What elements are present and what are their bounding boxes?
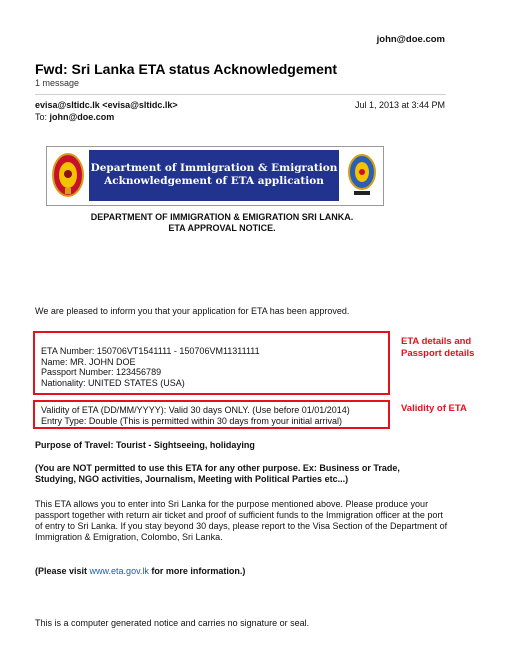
immigration-banner	[46, 146, 384, 206]
eta-details	[41, 346, 260, 388]
eta-number: ETA Number: 150706VT1541111 - 150706VM11311111	[41, 346, 260, 356]
banner-title-band	[89, 150, 339, 201]
visit-suffix: for more information.)	[148, 566, 246, 576]
footer-disclaimer: This is a computer generated notice and carries no signature or seal.	[35, 618, 310, 628]
notice-header	[72, 212, 372, 234]
to-value[interactable]: john@doe.com	[49, 112, 115, 122]
nationality: Nationality: UNITED STATES (USA)	[41, 377, 185, 388]
restriction-notice: (You are NOT permitted to use this ETA for any other purpose. Ex: Business or Trade, Studying, NGO activities, Journalism, Meeting with Political Parties etc...)	[35, 463, 400, 484]
applicant-name: Name: MR. JOHN DOE	[41, 356, 136, 367]
visit-prefix: (Please visit	[35, 566, 90, 576]
eta-details-box	[33, 331, 390, 395]
entry-type-line: Entry Type: Double (This is permitted within 30 days from your initial arrival)	[41, 415, 342, 426]
account-email: john@doe.com	[376, 34, 445, 45]
validity-line: Validity of ETA (DD/MM/YYYY): Valid 30 days ONLY. (Use before 01/01/2014)	[41, 405, 350, 415]
department-name: DEPARTMENT OF IMMIGRATION & EMIGRATION SRI LANKA.	[90, 212, 354, 222]
visit-website-line	[35, 566, 450, 577]
approval-paragraph: We are pleased to inform you that your application for ETA has been approved.	[35, 306, 350, 316]
annotation-validity: Validity of ETA	[401, 403, 467, 414]
annotation-details: ETA details and Passport details	[401, 336, 475, 359]
validity-box	[33, 400, 390, 429]
passport-number: Passport Number: 123456789	[41, 367, 162, 377]
sender[interactable]: evisa@sltidc.lk <evisa@sltidc.lk>	[35, 100, 178, 110]
notice-title: ETA APPROVAL NOTICE.	[168, 223, 276, 233]
message-count: 1 message	[35, 78, 80, 88]
banner-line-2: Acknowledgement of ETA application	[104, 175, 324, 187]
email-subject: Fwd: Sri Lanka ETA status Acknowledgement	[35, 61, 338, 77]
eta-website-link[interactable]: www.eta.gov.lk	[89, 566, 149, 576]
immigration-crest-icon	[346, 152, 378, 198]
sri-lanka-emblem-icon	[52, 152, 84, 198]
recipient-line	[35, 112, 114, 122]
email-date: Jul 1, 2013 at 3:44 PM	[354, 100, 445, 110]
to-label: To:	[35, 112, 48, 122]
header-divider	[35, 94, 446, 95]
purpose-of-travel: Purpose of Travel: Tourist - Sightseeing, holidaying	[35, 440, 255, 450]
banner-line-1: Department of Immigration & Emigration	[90, 162, 338, 174]
entry-instructions: This ETA allows you to enter into Sri Lanka for the purpose mentioned above. Please produce your passport together with return air ticket and proof of sufficient funds to the Immigration officer at the port of entry to Sri Lanka. If you stay beyond 30 days, please report to the Visa Section of the Department of Immigration & Emigration, Colombo, Sri Lanka.	[35, 499, 448, 542]
validity-details	[41, 405, 350, 426]
